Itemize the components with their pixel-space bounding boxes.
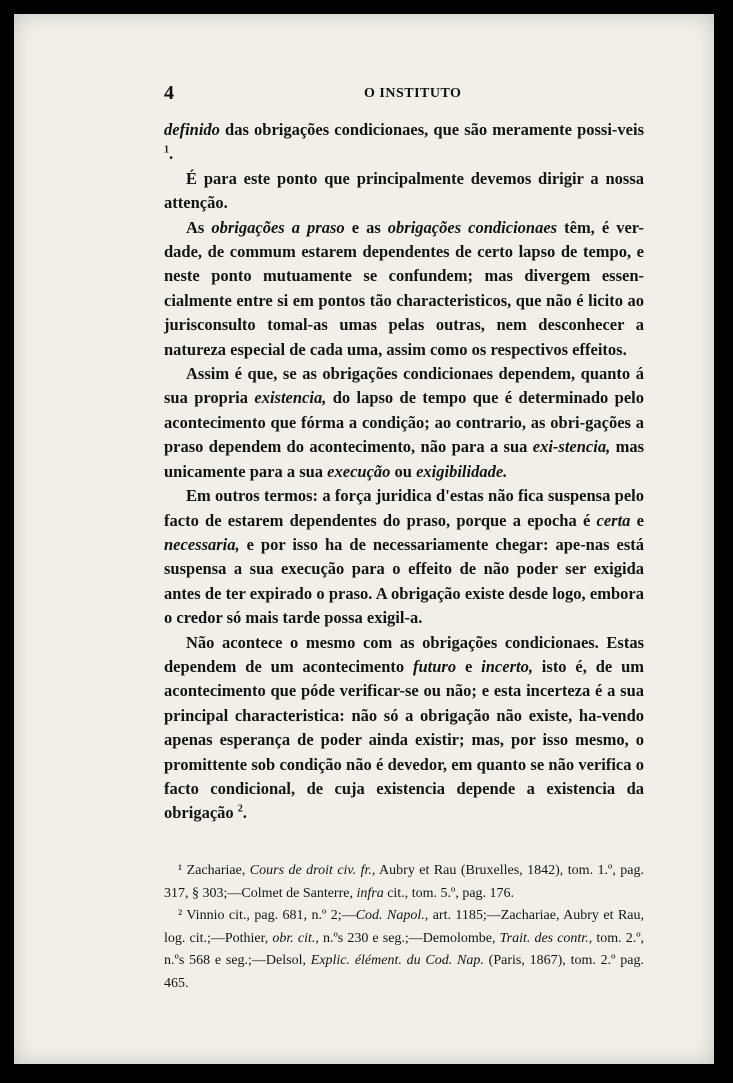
body-text <box>164 118 644 826</box>
running-head: O INSTITUTO <box>364 86 462 101</box>
paragraph-4: Assim é que, se as obrigações condicionaes dependem, quanto á sua propria existencia, do lapso de tempo que é determinado pelo acontecimento que fórma a condição; ao contrario, as obri-gações a praso dependem do acontecimento, não para a sua exi-stencia, mas unicamente para a sua execução ou exigibilidade. <box>164 364 644 481</box>
footnote-2: ² Vinnio cit., pag. 681, n.º 2;—Cod. Napol., art. 1185;—Zachariae, Aubry et Rau, log. cit.;—Pothier, obr. cit., n.ºs 230 e seg.;—Demolombe, Trait. des contr., tom. 2.º, n.ºs 568 e seg.;—Delsol, Explic. élément. du Cod. Nap. (Paris, 1867), tom. 2.º pag. 465. <box>164 908 645 991</box>
paragraph-6: Não acontece o mesmo com as obrigações condicionaes. Estas dependem de um acontecimento futuro e incerto, isto é, de um acontecimento que póde verificar-se ou não; e esta incerteza é a sua principal characteristica: não só a obrigação não existe, ha-vendo apenas esperança de poder ainda existir; mas, por isso mesmo, o promittente sob condição não é devedor, em quanto se não verifica o facto condicional, de cuja existencia depende a existencia da obrigação $^2$. <box>164 632 645 823</box>
paragraph-3: As obrigações a praso e as obrigações condicionaes têm, é ver-dade, de commum estarem dependentes de certo lapso de tempo, e neste ponto mutuamente se confundem; mas divergem essen-cialmente entre si em pontos tão characteristicos, que não é licito ao jurisconsulto tomal-as umas pelas outras, nem desconhecer a natureza especial de cada uma, assim como os respectivos effeitos. <box>164 217 644 359</box>
footnote-ref-1: 1 <box>164 144 169 156</box>
footnotes <box>164 860 644 996</box>
footnote-1: ¹ Zachariae, Cours de droit civ. fr., Aubry et Rau (Bruxelles, 1842), tom. 1.º, pag. 317, § 303;—Colmet de Santerre, infra cit., tom. 5.º, pag. 176. <box>164 863 644 901</box>
paragraph-5: Em outros termos: a força juridica d'estas não fica suspensa pelo facto de estarem dependentes do praso, porque a epocha é certa e necessaria, e por isso ha de necessariamente chegar: ape-nas está suspensa a sua execução para o effeito de não poder ser exigida antes de ter expirado o praso. A obrigação existe desde logo, embora o credor só mais tarde possa exigil-a. <box>164 486 644 628</box>
page-number: 4 <box>164 82 174 104</box>
page-header <box>164 84 644 106</box>
footnote-ref-2: 2 <box>237 803 243 815</box>
paragraph-2: É para este ponto que principalmente devemos dirigir a nossa attenção. <box>164 168 644 213</box>
paragraph-1: definido das obrigações condicionaes, que são meramente possi-veis $^1$. <box>164 120 644 164</box>
